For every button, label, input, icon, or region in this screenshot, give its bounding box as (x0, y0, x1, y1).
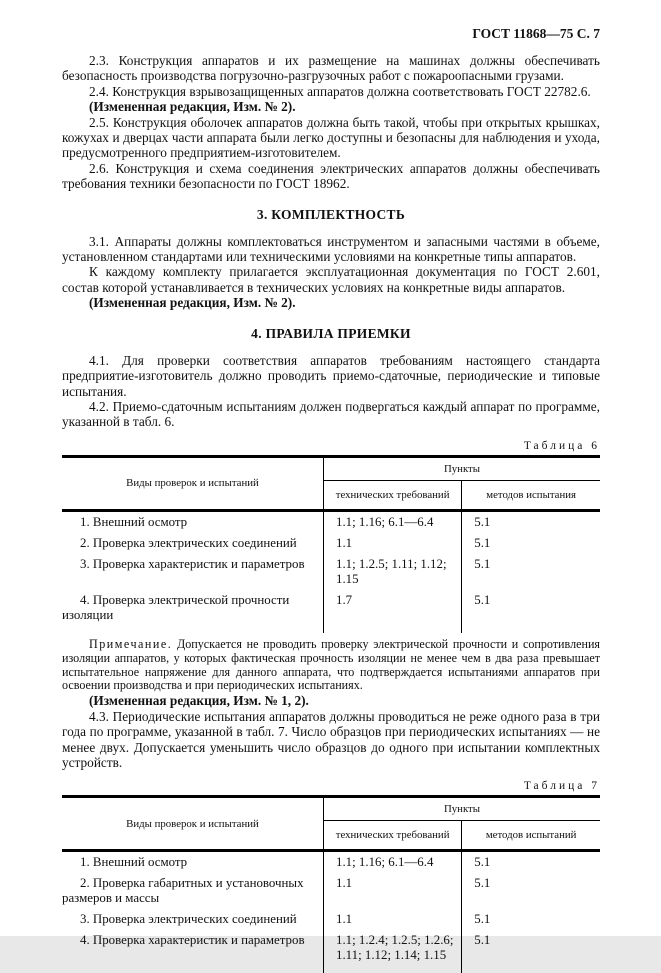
paragraph-2-4: 2.4. Конструкция взрывозащищенных аппаратов должна соответствовать ГОСТ 22782.6. (89, 83, 591, 99)
cell-check-type: 4. Проверка характеристик и параметров (80, 933, 305, 948)
table-6-col-header-points: Пункты (324, 456, 601, 480)
cell-tech-points: 1.1; 1.16; 6.1—6.4 (324, 851, 462, 874)
cell-check-type: 2. Проверка габаритных и установочных размеров и массы (62, 876, 304, 906)
cell-check-type: 4. Проверка электрической прочности изоляции (62, 592, 290, 622)
cell-method-points: 5.1 (462, 909, 600, 930)
cell-method-points: 5.1 (462, 930, 600, 973)
cell-check-type: 1. Внешний осмотр (80, 514, 188, 529)
table-7-col-header-methods: методов испытаний (462, 821, 600, 851)
table-6 (62, 455, 600, 633)
paragraph-3-1: 3.1. Аппараты должны комплектоваться инструментом и запасными частями в объеме, установленном стандартами или техническими условиями на конкретные типы аппаратов. (62, 233, 600, 265)
table-row (62, 590, 600, 633)
cell-check-type: 1. Внешний осмотр (80, 855, 188, 870)
amendment-note-4-2: (Измененная редакция, Изм. № 1, 2). (89, 693, 309, 709)
cell-method-points: 5.1 (462, 510, 600, 533)
cell-check-type: 3. Проверка электрических соединений (80, 912, 297, 927)
note-text: Допускается не проводить проверку электрической прочности и сопротивления изоляции аппаратов, у которых фактическая прочность изоляции не менее чем в два раза превышает испытательное напряжение для данного аппарата, что подтверждается испытаниями аппаратов при освоении производства и при периодических испытаниях. (62, 636, 600, 693)
table-7-col-header-points: Пункты (324, 797, 601, 821)
paragraph-2-5: 2.5. Конструкция оболочек аппаратов должна быть такой, чтобы при открытых крышках, кожухах и дверцах части аппарата были легко доступны и безопасны для наблюдения и ухода, предусмотренного предприятием-изготовителем. (62, 114, 600, 161)
table-6-label: Таблица 6 (523, 439, 600, 452)
table-6-note (62, 638, 600, 694)
cell-tech-points: 1.1; 1.2.5; 1.11; 1.12; 1.15 (324, 554, 462, 590)
table-row (62, 873, 600, 909)
paragraph-2-6: 2.6. Конструкция и схема соединения электрических аппаратов должны обеспечивать требования техники безопасности по ГОСТ 18962. (62, 160, 600, 192)
section-3-heading: 3. КОМПЛЕКТНОСТЬ (256, 206, 406, 222)
table-row (62, 909, 600, 930)
paragraph-4-1: 4.1. Для проверки соответствия аппаратов требованиям настоящего стандарта предприятие-изготовитель должно проводить приемо-сдаточные, периодические и типовые испытания. (62, 352, 600, 399)
cell-tech-points: 1.7 (324, 590, 462, 633)
cell-tech-points: 1.1; 1.16; 6.1—6.4 (324, 510, 462, 533)
amendment-note-2-4: (Измененная редакция, Изм. № 2). (89, 99, 296, 115)
page-header: ГОСТ 11868—75 С. 7 (472, 26, 600, 41)
cell-tech-points: 1.1 (324, 909, 462, 930)
cell-method-points: 5.1 (462, 554, 600, 590)
note-label: Примечание. (89, 636, 173, 651)
paragraph-2-3: 2.3. Конструкция аппаратов и их размещение на машинах должны обеспечивать безопасность производства погрузочно-разгрузочных работ с пожароопасными грузами. (62, 53, 600, 84)
paragraph-4-3: 4.3. Периодические испытания аппаратов должны проводиться не реже одного раза в три года по программе, указанной в табл. 7. Число образцов при периодических испытаниях — не менее двух. Допускается уменьшить число образцов до одного при испытании комплектных устройств. (62, 708, 600, 770)
table-7-col-header-types: Виды проверок и испытаний (62, 797, 324, 851)
table-6-col-header-methods: методов испытания (462, 480, 600, 510)
cell-method-points: 5.1 (462, 873, 600, 909)
cell-tech-points: 1.1 (324, 533, 462, 554)
cell-method-points: 5.1 (462, 590, 600, 633)
table-row (62, 554, 600, 590)
cell-method-points: 5.1 (462, 533, 600, 554)
table-row (62, 510, 600, 533)
section-4-heading: 4. ПРАВИЛА ПРИЕМКИ (251, 325, 411, 341)
cell-tech-points: 1.1 (324, 873, 462, 909)
paragraph-3-1b: К каждому комплекту прилагается эксплуатационная документация по ГОСТ 2.601, состав которой устанавливается в технических условиях на конкретные виды аппаратов. (62, 264, 600, 295)
table-6-header-row-1 (62, 456, 600, 480)
table-6-col-header-types: Виды проверок и испытаний (62, 456, 324, 510)
cell-check-type: 3. Проверка характеристик и параметров (80, 556, 305, 571)
table-7-col-header-tech: технических требований (324, 821, 462, 851)
table-7-header-row-1 (62, 797, 600, 821)
cell-method-points: 5.1 (462, 851, 600, 874)
cell-check-type: 2. Проверка электрических соединений (80, 535, 297, 550)
table-row (62, 533, 600, 554)
table-row (62, 851, 600, 874)
table-row (62, 930, 600, 973)
table-6-col-header-tech: технических требований (324, 480, 462, 510)
paragraph-4-2: 4.2. Приемо-сдаточным испытаниям должен подвергаться каждый аппарат по программе, указанной в табл. 6. (62, 398, 600, 430)
table-7 (62, 795, 600, 973)
amendment-note-3-1: (Измененная редакция, Изм. № 2). (89, 295, 296, 311)
cell-tech-points: 1.1; 1.2.4; 1.2.5; 1.2.6; 1.11; 1.12; 1.14; 1.15 (324, 930, 462, 973)
table-7-label: Таблица 7 (523, 780, 600, 793)
